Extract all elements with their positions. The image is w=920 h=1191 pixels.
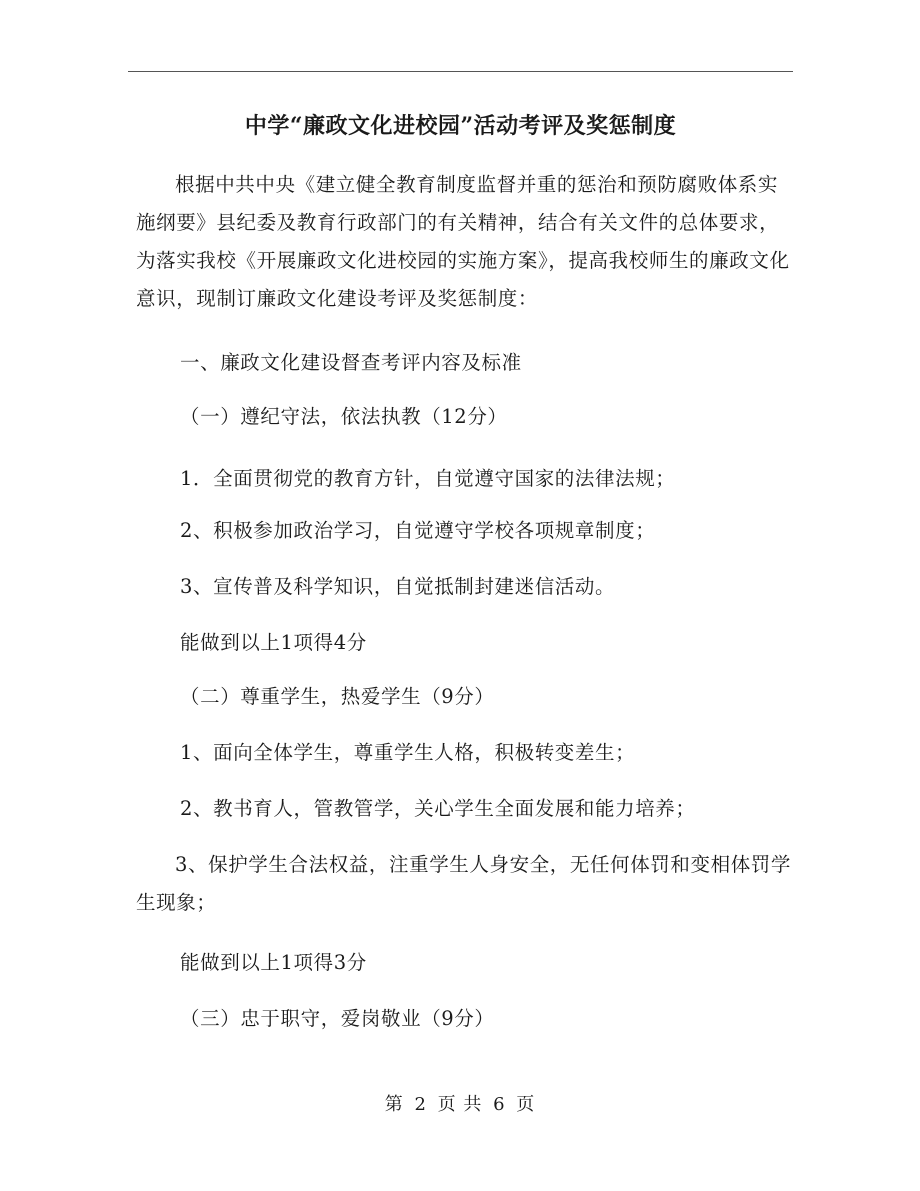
total-pages-number: 6: [493, 1094, 506, 1115]
page-label-suffix: 页: [516, 1094, 536, 1115]
list-item: 3、宣传普及科学知识，自觉抵制封建迷信活动。: [180, 575, 616, 598]
intro-paragraph: 根据中共中央《建立健全教育制度监督并重的惩治和预防腐败体系实施纲要》县纪委及教育行政部门的有关精神，结合有关文件的总体要求，为落实我校《开展廉政文化进校园的实施方案》，提高我校师生的廉政文化意识，现制订廉政文化建设考评及奖惩制度：: [136, 173, 790, 310]
page-footer: [0, 1092, 920, 1118]
header-rule: [128, 71, 793, 72]
list-item: 3、保护学生合法权益，注重学生人身安全，无任何体罚和变相体罚学生现象；: [136, 853, 792, 914]
page-label-prefix: 第: [384, 1094, 404, 1115]
document-title: 中学“廉政文化进校园”活动考评及奖惩制度: [244, 113, 677, 139]
subsection-heading-1: （一）遵纪守法，依法执教（12分）: [180, 405, 508, 428]
subsection-heading-3: （三）忠于职守，爱岗敬业（9分）: [180, 1007, 495, 1030]
list-item: 2、教书育人，管教管学，关心学生全面发展和能力培养；: [180, 797, 696, 820]
score-note: 能做到以上1项得3分: [180, 951, 367, 974]
current-page-number: 2: [414, 1094, 427, 1115]
page-label-mid: 页 共: [437, 1094, 483, 1115]
subsection-heading-2: （二）尊重学生，热爱学生（9分）: [180, 685, 495, 708]
list-item: 1．全面贯彻党的教育方针，自觉遵守国家的法律法规；: [180, 467, 676, 490]
section-heading: 一、廉政文化建设督查考评内容及标准: [180, 351, 522, 374]
list-item: 1、面向全体学生，尊重学生人格，积极转变差生；: [180, 741, 636, 764]
score-note: 能做到以上1项得4分: [180, 631, 367, 654]
list-item: 2、积极参加政治学习，自觉遵守学校各项规章制度；: [180, 519, 656, 542]
